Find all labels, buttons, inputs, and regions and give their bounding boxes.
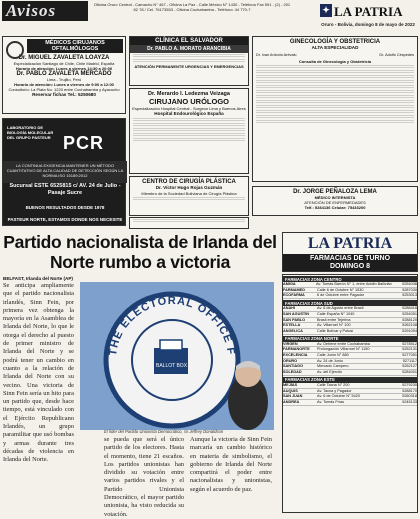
divider bbox=[256, 120, 414, 124]
pharmacy-address: Prolongación Villarroel N° 1150 bbox=[317, 347, 370, 352]
schedule-1: Horario de atención: Lunes a viernes 14:30 a 20:00 bbox=[15, 66, 113, 71]
gineco-doctor-right: Dr. Adolfo Céspedes bbox=[379, 52, 414, 57]
pharmacy-phone: 5245133 bbox=[402, 399, 417, 404]
pharmacy-name: ESTELLA bbox=[283, 323, 301, 328]
pharmacy-zone-header: FARMACIAS ZONA SUD bbox=[283, 300, 417, 306]
divider bbox=[256, 70, 414, 74]
ballot-box-label: BALLOT BOX bbox=[156, 363, 188, 369]
pharmacy-address: Av. Villarroel N° 100 bbox=[317, 323, 351, 328]
pharmacy-zone-header: FARMACIAS ZONA ESTE bbox=[283, 377, 417, 383]
divider bbox=[256, 85, 414, 89]
ad-jorge bbox=[252, 186, 418, 216]
divider bbox=[256, 100, 414, 104]
gineco-title: GINECOLOGÍA Y OBSTETRICIA bbox=[289, 39, 381, 45]
farmacias-day: DOMINGO 8 bbox=[283, 263, 417, 271]
pharmacy-phone: 5271117 bbox=[402, 358, 417, 363]
ad-medicos bbox=[2, 36, 126, 114]
newspaper-logo-icon: ✦ bbox=[320, 4, 332, 17]
jorge-subtitle: MÉDICO INTERNISTA bbox=[314, 195, 356, 200]
divider bbox=[133, 219, 245, 223]
divider bbox=[256, 110, 414, 114]
divider bbox=[256, 105, 414, 109]
urologo-detail: Especialización Hospital Central - Surgeon Lima y Buenos Aires bbox=[132, 106, 246, 111]
pharmacy-address: Mercado Campero bbox=[317, 364, 349, 369]
divider bbox=[133, 197, 245, 201]
newspaper-name: LA PATRIA bbox=[334, 4, 403, 19]
ad-ginecologia bbox=[252, 36, 418, 182]
divider bbox=[133, 59, 245, 63]
pharmacy-phone: 5252127 bbox=[402, 364, 417, 369]
pharmacy-address: 6 de Octubre entre Pagador bbox=[317, 293, 365, 298]
pharmacy-phone: 5260318 bbox=[402, 394, 417, 399]
doctor-2-name: Dr. PABLO ZAVALETA MERCADO bbox=[16, 71, 112, 77]
urologo-specialty: CIRUJANO URÓLOGO bbox=[148, 97, 229, 106]
page-header bbox=[0, 0, 420, 30]
gineco-consult: Consulta de Ginecología y Obstetricia bbox=[298, 59, 372, 65]
phone: Reservar fichas Tel.: 5250680 bbox=[32, 92, 96, 97]
pharmacy-name: FARMAMED bbox=[283, 287, 305, 292]
divider bbox=[133, 54, 245, 58]
farmacias-header bbox=[282, 232, 418, 272]
newspaper-logo bbox=[320, 4, 416, 20]
pharmacy-phone: 5254051 bbox=[402, 311, 417, 316]
pcr-slogan: PASTEUR NORTE, ESTAMOS DONDE NOS NECESITE bbox=[7, 217, 123, 222]
gineco-subtitle: ALTA ESPECIALIDAD bbox=[311, 45, 359, 50]
section-title: Avisos bbox=[2, 1, 88, 21]
pharmacy-phone: 5262108 bbox=[402, 323, 417, 328]
article-column-3: Aunque la victoria de Sinn Fein marcaría un cambio histórico en materia de simbolismo, el gobierno de Irlanda del Norte compartirá el poder entre nacionalistas y unionistas, según el acuerdo de paz. bbox=[190, 436, 272, 493]
ad-medicos-title: MÉDICOS CIRUJANOS OFTALMÓLOGOS bbox=[27, 39, 123, 53]
pharmacy-row bbox=[283, 329, 417, 335]
divider bbox=[256, 75, 414, 79]
divider bbox=[133, 138, 245, 142]
jorge-detail: ATENCIÓN DE ENFERMEDADES bbox=[304, 200, 366, 205]
jorge-phone: Telf.: 5284136 Celular: 75433200 bbox=[304, 205, 366, 210]
jorge-title: Dr. JORGE PEÑALOZA LEMA bbox=[293, 189, 377, 195]
pharmacy-zone-header: FARMACIAS ZONA CENTRO bbox=[283, 276, 417, 282]
pharmacy-phone: 5288416 bbox=[402, 306, 417, 311]
doctor-1-detail: Especialización Santiago de Chile, Chile Madrid, España bbox=[13, 61, 115, 66]
pcr-location: Sucursal ESTE 6525815 c/ AV. 24 de Julio - Pasaje Sucre bbox=[9, 183, 121, 196]
eye-logo-icon bbox=[6, 41, 24, 59]
cirugia-doctor: Dr. Víctor Hugo Rojas Guzmán bbox=[155, 185, 223, 190]
divider bbox=[133, 128, 245, 132]
pharmacy-address: Av. 24 de Junio bbox=[317, 358, 343, 363]
pharmacy-address: Brasil entre Tejerina bbox=[317, 317, 351, 322]
pcr-brand: PCR bbox=[63, 133, 105, 153]
pharmacy-name: FARMANORTE bbox=[283, 347, 310, 352]
pharmacy-name: ECOFARMA bbox=[283, 293, 305, 298]
article-photo bbox=[80, 282, 274, 430]
pharmacy-name: ANAHI bbox=[283, 306, 296, 311]
pharmacy-address: Av. Tomás Frías bbox=[317, 399, 345, 404]
pharmacy-name: SAN PABLO bbox=[283, 317, 306, 322]
divider bbox=[133, 123, 245, 127]
pharmacy-phone: 5277051 bbox=[402, 353, 417, 358]
divider bbox=[133, 133, 245, 137]
pharmacy-phone: 5252131 bbox=[402, 347, 417, 352]
divider bbox=[256, 115, 414, 119]
pharmacy-zone-header: FARMACIAS ZONA NORTE bbox=[283, 336, 417, 342]
pharmacy-phone: 5279230 bbox=[402, 382, 417, 387]
article-headline: Partido nacionalista de Irlanda del Norte rumbo a victoria bbox=[3, 232, 277, 272]
photo-caption: El líder del Partido Unionista Democrático, sir Jeffrey Donaldson bbox=[104, 429, 224, 434]
farmacias-paper-logo: LA PATRIA bbox=[307, 235, 393, 252]
gineco-doctor-left: Dr. Ivan Antonio Arévalo bbox=[256, 52, 297, 57]
pharmacy-name: SAN AGUSTIN bbox=[283, 311, 310, 316]
farmacias-list bbox=[282, 274, 418, 513]
schedule-2: Horario de atención: Lunes a viernes de 9:00 a 12:00 bbox=[14, 82, 114, 87]
article-column-1: Se anticipa ampliamente que el partido nacionalista irlandés, Sinn Fein, por primera vez obtenga la mayoría en la Asamblea de Irlanda del Norte, lo que le otorga el derecho al puesto de primer ministro de Irlanda del Norte y se podrá tener un cambio en cuanto a la relación de Irlanda del Norte con su vecino. Una victoria de Sinn Fein sería un hito para un partido que, desde hace tiempo, está vinculado con el Ejército Republicano Irlandés, un grupo paramilitar que usó bombas y armas durante tres décadas de violencia en Irlanda del Norte. bbox=[3, 282, 74, 464]
gineco-doctors bbox=[253, 51, 417, 60]
pharmacy-name: AUQUIS bbox=[283, 388, 298, 393]
pharmacy-name: ORURO bbox=[283, 358, 298, 363]
pharmacy-phone: 5284001 bbox=[402, 370, 417, 375]
pharmacy-name: VIRGEN bbox=[283, 341, 298, 346]
pharmacy-phone: 5288170 bbox=[402, 388, 417, 393]
pharmacy-phone: 5254036 bbox=[402, 282, 417, 286]
pharmacy-address: Av. Tacna y Pagador bbox=[317, 388, 352, 393]
pharmacy-address: Calle Junín N° 880 bbox=[317, 353, 349, 358]
address: Consultorio: La Plata No. 1220 entre Cochabamba y Ayacucho bbox=[8, 87, 120, 92]
farmacias-title: FARMACIAS DE TURNO bbox=[283, 254, 417, 263]
doctor-1-name: Dr. MIGUEL ZAVALETA LOAYZA bbox=[18, 55, 110, 61]
electoral-office-sign-text: THE ELECTORAL OFFICE F bbox=[107, 294, 237, 357]
pcr-notice: LA CONTINUA EXIGENCIA MANTENER UN MÉTODO CUANTITATIVO DE ALTA CALIDAD DE DETECCIÓN SEGÚN LA NORMA ISO 15189:2012 bbox=[3, 161, 127, 183]
pharmacy-address: Calle 6 de Octubre N° 1530 bbox=[317, 287, 364, 292]
electoral-office-sign-icon bbox=[80, 282, 274, 430]
divider bbox=[256, 65, 414, 69]
pharmacy-address: Calle Bolívar y Potosí bbox=[317, 328, 354, 333]
article-byline: BELFAST, Irlanda del Norte (AP) bbox=[3, 276, 73, 281]
pharmacy-address: Calle Tacna N° 200 bbox=[317, 382, 350, 387]
article-column-2: se pueda que será el único partido de los electores. Hasta el momento, tiene 21 escaños. Los partidos unionistas han dividido su votación entre varios partidos rivales y el Partido Unionista Democrático, el mayor partido unionista, ha visto reducida su votación. bbox=[104, 436, 184, 518]
pharmacy-row bbox=[283, 400, 417, 406]
pharmacy-name: SANTIAGO bbox=[283, 364, 304, 369]
pharmacy-phone: 5291094 bbox=[402, 328, 417, 333]
pharmacy-name: EXCELENCIA bbox=[283, 353, 308, 358]
pharmacy-address: Av. 6 de Agosto entre Brasil bbox=[317, 306, 364, 311]
pharmacy-address: Av. 6 de Octubre N° 5420 bbox=[317, 394, 360, 399]
pharmacy-address: Av. Dehene entre Cochabamba bbox=[317, 341, 370, 346]
pharmacy-name: SOLEDAD bbox=[283, 370, 302, 375]
office-info: Oficina Oruro Central - Camacho N° 467 - Oficina La Paz - Calle México N° 1430 - Teléfono Fax 591 - (2) - 201 82 78 / Cel. 76173553 - Oficina Cochabamba - Teléfono: 44 770-7 bbox=[93, 2, 291, 12]
pharmacy-phone: 5288120 bbox=[402, 317, 417, 322]
cirugia-title: CENTRO DE CIRUGÍA PLÁSTICA bbox=[142, 179, 236, 185]
divider bbox=[256, 95, 414, 99]
pharmacy-name: AMIGA bbox=[283, 282, 296, 286]
pharmacy-phone: 5253013 bbox=[402, 293, 417, 298]
divider bbox=[133, 118, 245, 122]
pharmacy-row bbox=[283, 370, 417, 376]
clinica-subtitle: Dr. PABLO A. MORATO ARANCIBIA bbox=[130, 45, 248, 53]
divider bbox=[256, 80, 414, 84]
cirugia-detail: Miembro de la Sociedad Boliviana de Cirugía Plástica bbox=[141, 190, 237, 196]
clinica-title: CLÍNICA EL SALVADOR bbox=[130, 37, 248, 45]
pharmacy-name: SAN JUAN bbox=[283, 394, 303, 399]
divider bbox=[256, 90, 414, 94]
pcr-lab-name: LABORATORIO DE BIOLOGÍA MOLECULAR DEL GRUPO PASTEUR bbox=[7, 125, 54, 140]
urologo-doctor: Dr. Merardo I. Ledezma Veizaga bbox=[148, 91, 230, 97]
ad-clinica bbox=[129, 36, 249, 86]
clinica-detail: ATENCIÓN PERMANENTE URGENCIAS Y EMERGENCIAS bbox=[134, 64, 244, 69]
ad-small bbox=[129, 217, 249, 229]
pharmacy-name: MEJÍAS bbox=[283, 382, 298, 387]
pharmacy-phone: 5278512 bbox=[402, 341, 417, 346]
pharmacy-name: ANDREA bbox=[283, 399, 300, 404]
pharmacy-phone: 5287030 bbox=[402, 287, 417, 292]
pharmacy-address: Av. del Ejército bbox=[317, 370, 342, 375]
ad-pcr bbox=[2, 118, 126, 226]
pharmacy-address: Calle España N° 1040 bbox=[317, 311, 355, 316]
ad-cirugia bbox=[129, 176, 249, 216]
pharmacy-name: ANGELICA bbox=[283, 328, 303, 333]
urologo-hospital: Hospital Endourológico España bbox=[154, 111, 224, 116]
pharmacy-address: Av. Tomás Barrón N° 1, entre Adolfo Ballivián bbox=[315, 282, 392, 286]
doctor-2-detail: Lima - Trujillo, Perú bbox=[46, 77, 82, 82]
date-line: Oruro - Bolivia, domingo 8 de mayo de 2022 bbox=[321, 22, 415, 27]
pcr-results: BUENOS RESULTADOS DESDE 1978 bbox=[25, 205, 105, 210]
pharmacy-row bbox=[283, 293, 417, 299]
ad-urologo bbox=[129, 88, 249, 174]
